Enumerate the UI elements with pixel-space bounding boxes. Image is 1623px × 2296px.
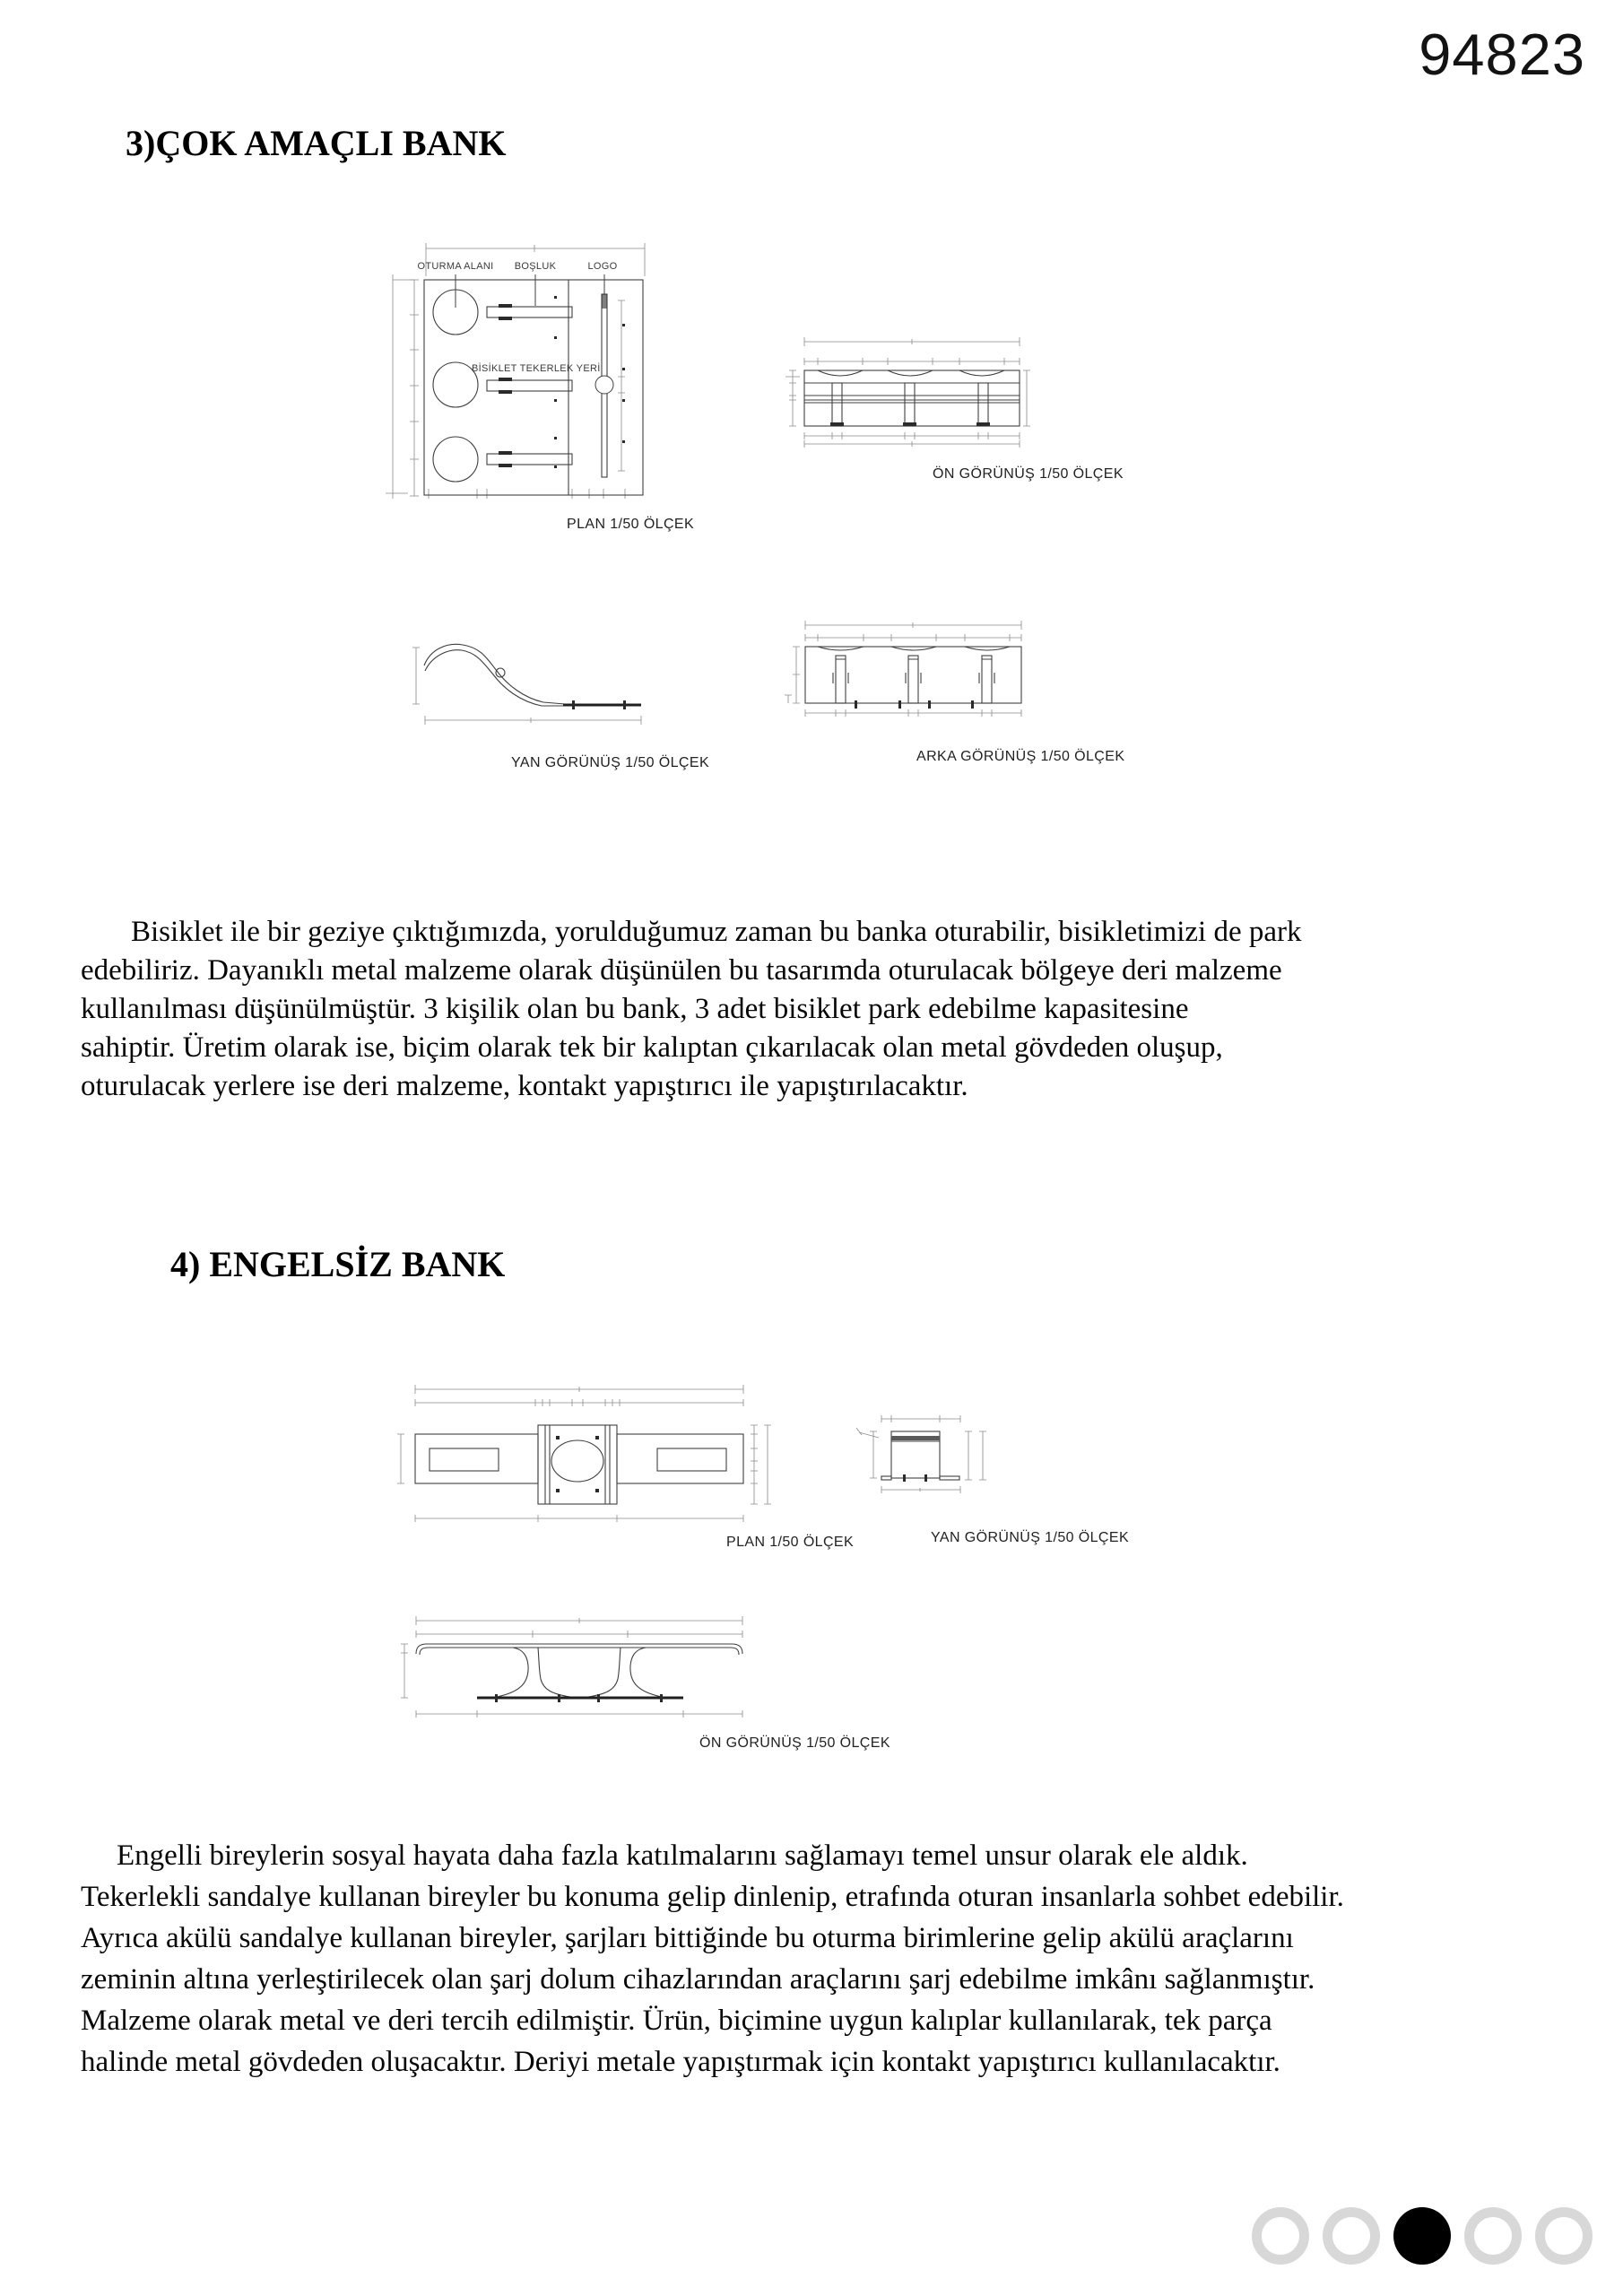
accessible-bench-side-view-drawing: [850, 1393, 998, 1500]
plan-label-logo: LOGO: [587, 261, 618, 272]
plan-caption: PLAN 1/50 ÖLÇEK: [567, 517, 695, 532]
paragraph-line: edebiliriz. Dayanıklı metal malzeme olarak düşünülen bu tasarımda oturulacak bölgeye deri malzeme: [81, 954, 1282, 987]
paragraph-line: kullanılması düşünülmüştür. 3 kişilik olan bu bank, 3 adet bisiklet park edebilme kapasitesine: [81, 993, 1189, 1025]
plan-label-seating-area: OTURMA ALANI: [417, 261, 494, 272]
paragraph-line: oturulacak yerlere ise deri malzeme, kontakt yapıştırıcı ile yapıştırılacaktır.: [81, 1070, 968, 1102]
paragraph-line: Ayrıca akülü sandalye kullanan bireyler, şarjları bittiğinde bu oturma birimlerine gelip akülü araçlarını: [81, 1922, 1294, 1954]
accessible-bench-plan-drawing: [388, 1379, 778, 1534]
multipurpose-bench-front-view-drawing: [778, 316, 1043, 459]
paragraph-line: Malzeme olarak metal ve deri tercih edilmiştir. Ürün, biçimine uygun kalıplar kullanılarak, tek parça: [81, 2005, 1272, 2037]
paragraph-line: Tekerlekli sandalye kullanan bireyler bu konuma gelip dinlenip, etrafında oturan insanlarla sohbet edebilir.: [81, 1881, 1344, 1913]
pagination-dot[interactable]: [1464, 2207, 1522, 2265]
side-view-caption: YAN GÖRÜNÜŞ 1/50 ÖLÇEK: [511, 755, 710, 770]
plan-label-gap: BOŞLUK: [514, 261, 557, 272]
pagination-dot[interactable]: [1252, 2207, 1309, 2265]
section-1-heading: 3)ÇOK AMAÇLI BANK: [126, 123, 507, 163]
page-number: 94823: [1419, 22, 1585, 87]
multipurpose-bench-back-view-drawing: [778, 613, 1043, 729]
front-view-caption-2: ÖN GÖRÜNÜŞ 1/50 ÖLÇEK: [699, 1735, 890, 1751]
back-view-caption: ARKA GÖRÜNÜŞ 1/50 ÖLÇEK: [916, 749, 1125, 764]
plan-label-bike-wheel-slot: BİSİKLET TEKERLEK YERİ: [472, 363, 601, 374]
pagination-dot[interactable]: [1323, 2207, 1380, 2265]
plan-caption-2: PLAN 1/50 ÖLÇEK: [726, 1535, 855, 1550]
paragraph-line: halinde metal gövdeden oluşacaktır. Deriyi metale yapıştırmak için kontakt yapıştırıcı kullanılacaktır.: [81, 2046, 1280, 2078]
paragraph-line: zeminin altına yerleştirilecek olan şarj dolum cihazlarından araçlarını şarj edebilme imkânı sağlanmıştır.: [81, 1963, 1315, 1996]
pagination-dot[interactable]: [1393, 2207, 1451, 2265]
paragraph-line: Engelli bireylerin sosyal hayata daha fazla katılmalarını sağlamayı temel unsur olarak ele aldık.: [117, 1839, 1248, 1872]
section-2-paragraph: [81, 1835, 1596, 2083]
paragraph-line: sahiptir. Üretim olarak ise, biçim olarak tek bir kalıptan çıkarılacak olan metal gövdeden oluşup,: [81, 1031, 1223, 1064]
multipurpose-bench-side-view-drawing: [402, 626, 657, 734]
section-1-paragraph: [81, 913, 1596, 1106]
paragraph-line: Bisiklet ile bir geziye çıktığımızda, yorulduğumuz zaman bu banka oturabilir, bisikletimizi de park: [131, 916, 1302, 948]
front-view-caption: ÖN GÖRÜNÜŞ 1/50 ÖLÇEK: [933, 466, 1124, 482]
pagination-dots: [1252, 2207, 1593, 2265]
side-view-caption-2: YAN GÖRÜNÜŞ 1/50 ÖLÇEK: [931, 1530, 1130, 1545]
pagination-dot[interactable]: [1535, 2207, 1593, 2265]
accessible-bench-front-view-drawing: [388, 1608, 778, 1729]
section-2-heading: 4) ENGELSİZ BANK: [170, 1244, 506, 1284]
